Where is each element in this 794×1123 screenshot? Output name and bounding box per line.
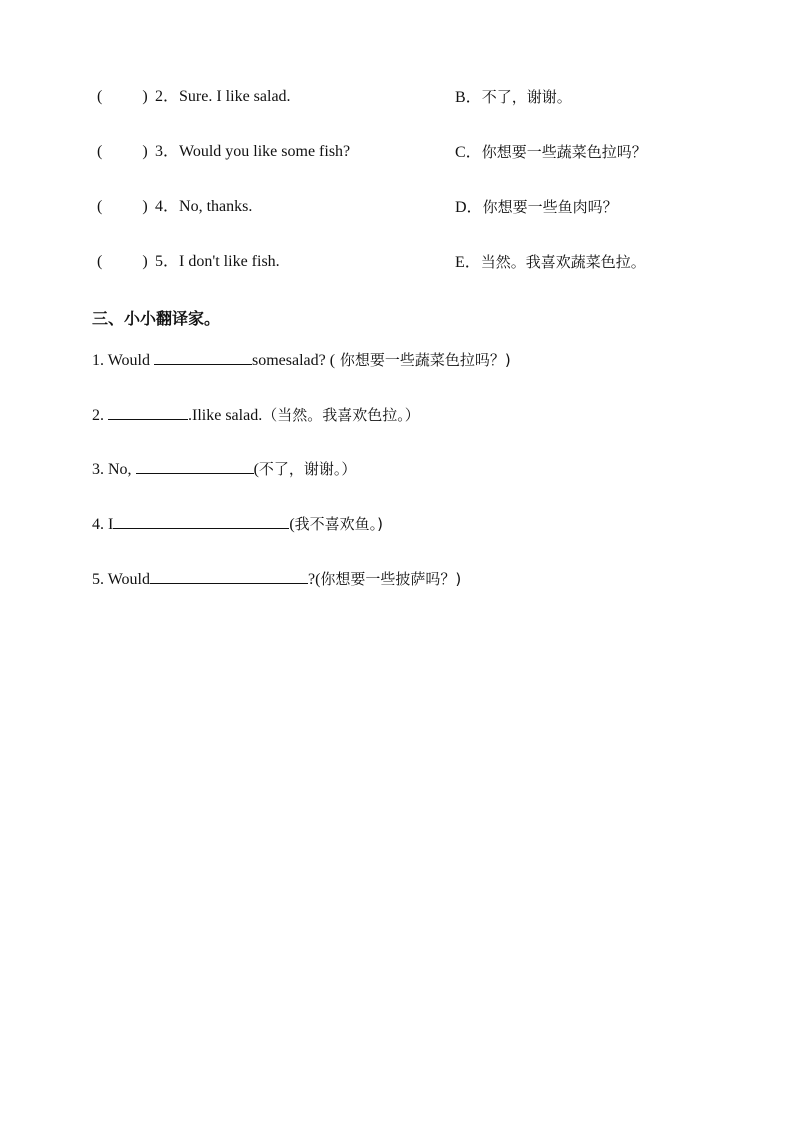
answer-blank[interactable] bbox=[136, 457, 254, 474]
option-b: B．不了，谢谢。 bbox=[455, 88, 572, 106]
translate-item-5: 5. Would ?(你想要一些披萨吗？) bbox=[92, 567, 461, 591]
answer-blank[interactable] bbox=[108, 403, 188, 420]
question-text: Sure. I like salad. bbox=[179, 88, 291, 105]
match-row-3 bbox=[97, 141, 350, 163]
answer-bracket[interactable]: ( ) bbox=[97, 198, 148, 215]
answer-blank[interactable] bbox=[154, 348, 252, 365]
option-e: E．当然。我喜欢蔬菜色拉。 bbox=[455, 253, 646, 271]
option-d: D．你想要一些鱼肉吗？ bbox=[455, 198, 618, 216]
answer-bracket[interactable]: ( ) bbox=[97, 88, 148, 105]
question-text: No, thanks. bbox=[179, 198, 253, 215]
match-row-5 bbox=[97, 251, 280, 273]
answer-blank[interactable] bbox=[113, 512, 289, 529]
answer-bracket[interactable]: ( ) bbox=[97, 253, 148, 270]
translate-item-4: 4. I (我不喜欢鱼。) bbox=[92, 512, 383, 536]
question-text: Would you like some fish? bbox=[179, 143, 351, 160]
section-heading: 三、小小翻译家。 bbox=[92, 309, 221, 328]
answer-bracket[interactable]: ( ) bbox=[97, 143, 148, 160]
translate-item-1: 1. Would somesalad? ( 你想要一些蔬菜色拉吗？) bbox=[92, 348, 511, 372]
match-row-4 bbox=[97, 196, 252, 218]
match-row-2 bbox=[97, 86, 291, 108]
option-c: C．你想要一些蔬菜色拉吗？ bbox=[455, 143, 647, 161]
answer-blank[interactable] bbox=[150, 567, 308, 584]
translate-item-2: 2. .Ilike salad.（当然。我喜欢色拉。） bbox=[92, 403, 420, 427]
question-text: I don't like fish. bbox=[179, 253, 280, 270]
question-number: 5． bbox=[155, 253, 180, 270]
question-number: 2． bbox=[155, 88, 180, 105]
question-number: 4． bbox=[155, 198, 180, 215]
translate-item-3: 3. No, (不了，谢谢。） bbox=[92, 457, 356, 481]
question-number: 3． bbox=[155, 143, 180, 160]
